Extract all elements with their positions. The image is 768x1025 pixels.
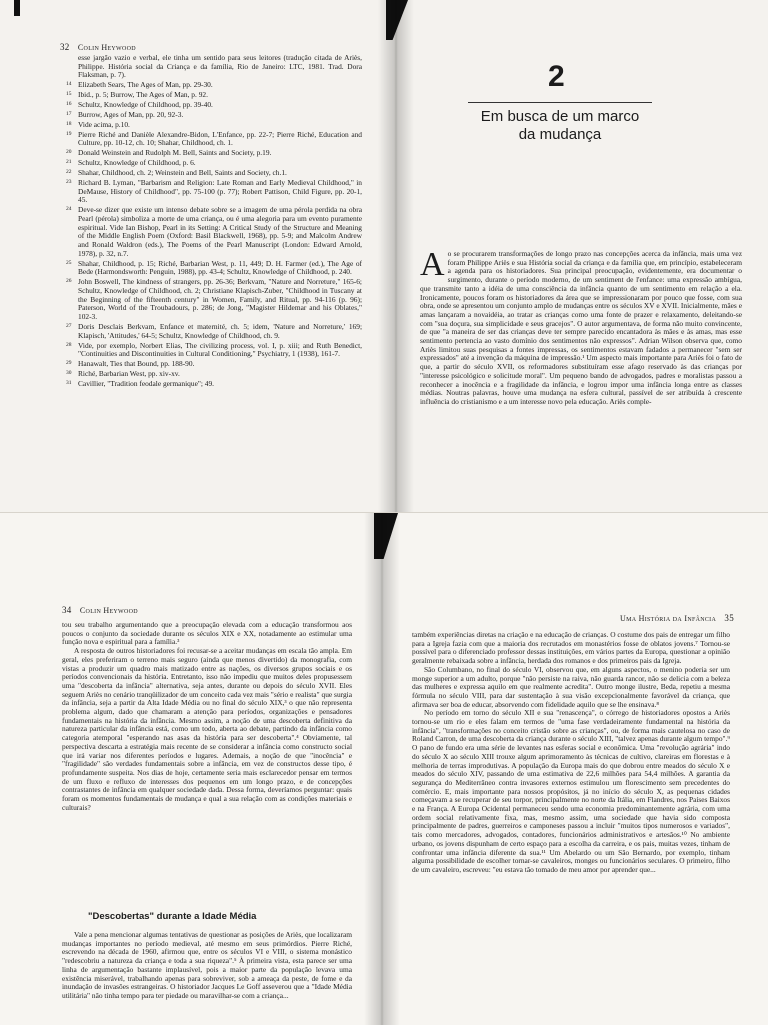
endnote-number: 20 xyxy=(66,149,72,156)
endnote-number: 30 xyxy=(66,370,72,377)
endnote-text: Vide acima, p.10. xyxy=(78,119,130,129)
endnote-number: 18 xyxy=(66,120,72,127)
endnote-number: 26 xyxy=(66,278,72,285)
endnote-number: 15 xyxy=(66,91,72,98)
drop-cap: A xyxy=(420,246,445,283)
chapter-body xyxy=(420,246,742,407)
running-head: Colin Heywood xyxy=(77,43,136,52)
endnote-text: Vide, por exemplo, Norbert Elias, The civilizing process, vol. I, p. xiii; and Ruth Benedict, "Continuities and Discontinuities in Cultural Conditioning," Psychiatry, 1 (1938), 161-7. xyxy=(78,340,362,359)
endnote-text: Riché, Barbarian West, pp. xiv-xv. xyxy=(78,369,180,379)
bottom-book-spread xyxy=(0,512,768,1025)
endnote-text: Donald Weinstein and Rudolph M. Bell, Saints and Society, p.19. xyxy=(78,148,272,158)
gutter-shadow xyxy=(364,513,400,1025)
endnote-item xyxy=(66,149,362,158)
running-head: Colin Heywood xyxy=(79,606,138,615)
section-body xyxy=(62,931,352,1025)
endnote-text: Burrow, Ages of Man, pp. 20, 92-3. xyxy=(78,109,184,119)
endnote-item xyxy=(66,380,362,389)
endnote-number: 14 xyxy=(66,81,72,88)
body-paragraph: tou seu trabalho argumentando que a preocupação elevada com a educação transformou aos poucos o conjunto da sociedade durante os séculos XIX e XX, notadamente ao estimular uma função nova e espiritual para a família.³ xyxy=(62,620,352,647)
endnote-number: 31 xyxy=(66,379,72,386)
endnote-number: 23 xyxy=(66,179,72,186)
endnote-item xyxy=(66,121,362,130)
body-paragraph: A resposta de outros historiadores foi recusar-se a aceitar mudanças em escala tão ampla. Em geral, eles preferiram o terreno mais seguro (ainda que menos divertido) da monografia, com vistas a produzir um quadro mais matizado entre as nações, os diversos grupos sociais e os períodos convencionais da história. Entretanto, isso não impediu que muitos deles propusessem uma "descoberta da infância" alternativa, seja antes, durante ou depois do século XVII. Eles seguem Ariès no cenário tranqüilizador de um conceito cada vez mais "sério e realista" que surgia da infância, seja a partir da Alta Idade Média ou no final do século XIX,³ o que não representa problema algum, dado que chamaram a atenção para períodos, organizações e pensadores fundamentais na história da infância. Mesmo assim, a noção de uma descoberta definitiva da natureza particular da infância está, como um todo, aberta ao debate, partindo da infância como categoria atemporal "esperando nas asas da história para ser descoberta".⁴ Obviamente, tal perspectiva descarta a estratégia mais recente de se considerar a infância como constructo social que irá variar nos diferentes períodos e lugares. Ademais, a noção de que "inocência" e "fragilidade" são verdades fundamentais sobre a infância, em vez de constructos desse tipo, é profundamente suspeita. Nos dias de hoje, certamente seria mais esclarecedor pensar em termos de um fluxo e refluxo de interesses dos pequenos em um longo prazo, e de concepções contrastantes de infância em qualquer sociedade dada. Dessa forma, deveríamos perguntar: quais foram os momentos fundamentais de mudança e qual a sua relação com as condições materiais e culturais? xyxy=(62,646,352,812)
endnote-item xyxy=(66,260,362,277)
chapter-title xyxy=(460,108,660,144)
endnote-item xyxy=(66,370,362,379)
page-header xyxy=(60,42,136,52)
endnote-item xyxy=(66,131,362,148)
section-heading: "Descobertas" durante a Idade Média xyxy=(88,911,257,922)
page-number: 35 xyxy=(724,613,735,623)
endnote-text: Shahar, Childhood, ch. 2; Weinstein and Bell, Saints and Society, ch.1. xyxy=(78,168,287,178)
endnote-text: Richard B. Lyman, "Barbarism and Religion: Late Roman and Early Medieval Childhood," in DeMause, History of Childhood", pp. 75-100 (p. 77); Robert Pattison, Child Figure, pp. 20-1, 45. xyxy=(78,178,362,205)
endnote-text: Doris Desclais Berkvam, Enfance et maternité, ch. 5; idem, 'Nature and Norreture,' 169; Klapisch, 'Attitudes,' 64-5; Schultz, Knowledge of Childhood, ch. 9. xyxy=(78,322,362,340)
right-page-body xyxy=(412,631,730,1025)
left-page-body xyxy=(62,621,352,812)
endnote-number: 21 xyxy=(66,159,72,166)
top-book-spread xyxy=(0,0,768,512)
endnote-text: Cavillier, "Tradition feodale germanique"; 49. xyxy=(78,378,215,388)
endnote-item xyxy=(66,360,362,369)
page-header xyxy=(62,605,138,615)
endnote-number: 24 xyxy=(66,206,72,213)
endnote-number: 16 xyxy=(66,101,72,108)
endnote-item xyxy=(66,101,362,110)
endnote-item xyxy=(66,81,362,90)
endnotes-list xyxy=(66,54,362,390)
body-paragraph: Vale a pena mencionar algumas tentativas de questionar as posições de Ariès, que localizaram mudanças importantes no período medieval, até mesmo em seus primórdios. Pierre Riché, escrevendo na década de 1960, afirmou que, entre os séculos VI e VIII, o sistema monástico "redescobriu a natureza da criança e toda a sua riqueza".⁵ À primeira vista, esta parece ser uma linha de argumentação bastante implausível, pois a maior parte da população levava uma existência miserável, trabalhando apenas para sobreviver, sob a ameaça da peste, de fome e da inundação de invasões estrangeiras. O historiador Jacques Le Goff asseverou que a "Idade Média utilitária" não tinha tempo para ter piedade ou maravilhar-se com a criança... xyxy=(62,931,352,1000)
endnote-item xyxy=(66,278,362,322)
endnote-item xyxy=(66,54,362,80)
page-number: 34 xyxy=(62,605,72,615)
endnote-item xyxy=(66,169,362,178)
page-header xyxy=(620,613,734,623)
body-paragraph: São Columbano, no final do século VI, observou que, em alguns aspectos, o menino poderia ser um monge superior a um adulto, porque "não persiste na raiva, não guarda rancor, não se delicia com a beleza das mulheres e expressa aquilo em que realmente acredita". Outro monge ilustre, Beda, repetiu a mesma fórmula no século VIII, para dar sustentação à sua visão excepcionalmente favorável da criança, que afirmava ser boa de educar, absorvendo com fidelidade aquilo que se lhe ensinava.⁸ xyxy=(412,664,730,709)
running-head: Uma História da Infância xyxy=(620,614,717,623)
endnote-item xyxy=(66,179,362,205)
endnote-item xyxy=(66,206,362,258)
endnote-text: Deve-se dizer que existe um intenso debate sobre se a imagem de uma pérola perdida na obra Pearl (pérola) simboliza a morte de uma criança, ou é uma alegoria para um evento puramente espiritual. Vide Ian Bishop, Pearl in its Setting: A Critical Study of the Structure and Meaning of the Middle English Poem (Oxford: Basil Blackwell, 1968), pp. 5-9; and Malcolm Andrew and Ronald Waldron (eds.), The Poems of the Pearl Manuscript (London: Edward Arnold, 1978), p. 32, n.7. xyxy=(78,205,362,258)
endnote-number: 29 xyxy=(66,360,72,367)
gutter-shadow xyxy=(378,0,414,512)
endnote-text: Schultz, Knowledge of Childhood, pp. 39-40. xyxy=(78,100,213,110)
endnote-text: John Boswell, The kindness of strangers, pp. 26-36; Berkvam, "Nature and Norreture," 165-6; Schultz, Knowledge of Childhood, ch. 2; Christiane Klapisch-Zuber, "Childhood in Tuscany at the Beginning of the fifteenth century" in Women, Family, and Ritual, pp. 94-116 (p. 96); Paterson, World of the Troubadours, p. 286; de Jong, "Magister Hildemar and his Oblates," 102-3. xyxy=(78,277,362,322)
endnote-number: 19 xyxy=(66,130,72,137)
endnote-text: Shahar, Childhood, p. 15; Riché, Barbarian West, p. 11, 449; D. H. Farmer (ed.), The Age of Bede (Harmondsworth: Penguin, 1988), pp. 43-4; Schultz, Knowledge of Childhood, p. 240. xyxy=(78,258,362,277)
body-paragraph: o se procurarem transformações de longo prazo nas concepções acerca da infância, mais uma vez foram Philippe Ariès e sua História social da criança e da família que, em princípio, estabeleceram a agenda para os historiadores. Sua principal preocupação, evidentemente, era documentar o surgimento, durante o período moderno, de um sentiment de l'enfance: uma expressão ambígua, que transmite tanto a idéia de uma consciência da infância quanto de um sentimento em relação a ela. Ironicamente, poucos foram os historiadores da área que se impressionaram por pouco que fosse, com sua obra, onde se apresentou um conjunto amplo de mudanças entre os séculos XV e XVII. Inicialmente, mães e amas lançaram a novaidéia, ao tratar as crianças como uma fonte de prazer e relaxamento, deleitando-se com "sua doçura, sua simplicidade e seus gracejos". O autor argumentava, de forma não muito convincente, de que "a maneira de ser das crianças deve ter sempre parecido encantadora às mães e às amas, mas esse sentimento pertencia ao vasto domínio dos sentimentos não expressos". Adrian Wilson observa que, como Ariès limitou suas pesquisas a fontes impressas, os sentimentos estavam fadados a permanecer "sem ser expressados" até a invenção da máquina de impressão.¹ Um aspecto mais importante para Ariès foi o fato de que, a partir do século XVII, os reformadores substituíram esse afago reservado às das crianças por "interesse psicológico e solicitude moral". Um pequeno bando de advogados, padres e moralistas passou a reconhecer a inocência e a fragilidade da infância, e logrou impor uma infância longa entre as classes médias. Noutras palavras, houve uma mudança na esfera cultural, passível de ser atribuída à crescente influência do cristianismo e a um interesse novo pela educação. Ariès comple- xyxy=(420,249,742,406)
endnote-item xyxy=(66,91,362,100)
chapter-title-line: da mudança xyxy=(518,126,602,143)
endnote-number: 17 xyxy=(66,110,72,117)
endnote-text: Ibid., p. 5; Burrow, The Ages of Man, p. 92. xyxy=(78,90,208,100)
chapter-title-line: Em busca de um marco xyxy=(480,108,640,125)
scan-edge-mark xyxy=(14,0,20,16)
chapter-rule xyxy=(468,102,652,103)
page-number: 32 xyxy=(60,42,70,52)
endnote-number: 22 xyxy=(66,169,72,176)
endnote-text: Pierre Riché and Danièle Alexandre-Bidon, L'Enfance, pp. 22-7; Pierre Riché, Education and Culture, pp. 10-12, ch. 10; Shahar, Childhood, ch. 1. xyxy=(78,129,362,148)
endnote-item xyxy=(66,342,362,359)
body-paragraph: também experiências diretas na criação e na educação de crianças. O costume dos pais de entregar um filho para a Igreja fazia com que a maioria dos recrutados em monastérios fosse de oblatos jovens.⁷ Tornou-se possível para o diferenciado professor dessas instituições, em vários partes da Europa, questionar a opinião geralmente rebaixada sobre a infância, herdada dos romanos e dos primeiros pais da Igreja. xyxy=(412,631,730,666)
endnote-item xyxy=(66,159,362,168)
endnote-number: 27 xyxy=(66,323,72,330)
endnote-text: Schultz, Knowledge of Childhood, p. 6. xyxy=(78,158,196,168)
endnote-number: 25 xyxy=(66,259,72,266)
endnote-text: esse jargão vazio e verbal, ele tinha um sentido para seus leitores (tradução citada de Ariès, Philippe. História social da Criança e da família, Rio de Janeiro: LTC, 1981. Trad. Dora Flaksman, p. 7). xyxy=(78,53,362,80)
chapter-number: 2 xyxy=(548,60,565,93)
endnote-number: 28 xyxy=(66,341,72,348)
endnote-item xyxy=(66,111,362,120)
endnote-item xyxy=(66,323,362,340)
endnote-text: Elizabeth Sears, The Ages of Man, pp. 29-30. xyxy=(78,80,213,90)
endnote-text: Hanawalt, Ties that Bound, pp. 188-90. xyxy=(78,359,195,369)
body-paragraph: No período em torno do século XII e sua "renascença", o córrego de historiadores opostos a Ariès tornou-se um rio e eles falam em termos de "uma fase verdadeiramente fundamental na história da infância", "transformações no conceito cristão sobre as crianças", ou, de forma mais cautelosa no caso de Roland Carron, de uma descoberta da criança durante o século XIII, "talvez apenas durante algum tempo".⁹ O pano de fundo era uma série de levantes nas esferas social e econômica. Uma "revolução agrária" indo do século X ao século XIII trouxe algum aprimoramento às técnicas de cultivo, clareiras em florestas e à melhoria de terras improdutivas. A população da Europa mais do que dobrou entre meados do século X e meados do século XIV, passando de uma estimativa de 22,6 milhões para 54,4 milhões. A garantia da segurança do Mediterrâneo contra invasores externos estimulou um florescimento sem precedentes do comércio. E, mais importante para nossos propósitos, já no início do século X, as pequenas cidades começavam a se recuperar de seu torpor, principalmente no norte da Itália, em Flandres, nos Países Baixos e na França. A Europa Ocidental permaneceu sendo uma economia predominantemente agrária, com uma ordem social relativamente fixa, mas, mesmo assim, uma sociedade que havia sido composta principalmente de padres, guerreiros e camponeses passou a incluir "muitos tipos numerosos e variados", tais como mercadores, advogados, contadores, funcionários administrativos e artesãos.¹⁰ No ambiente urbano, os jovens dispunham de certo espaço para a escolha da carreira, e os pais, muitas vezes, tinham de confrontar uma infância diferente da sua.¹¹ Um Abelardo ou um São Bernardo, por exemplo, tinham alguma possibilidade de escolher tornar-se cavaleiros, monges ou funcionários seculares. O primeiro, filho de um cavaleiro, escreveu: "eu estava tão tomado de meu amor por aprender que... xyxy=(412,708,730,874)
